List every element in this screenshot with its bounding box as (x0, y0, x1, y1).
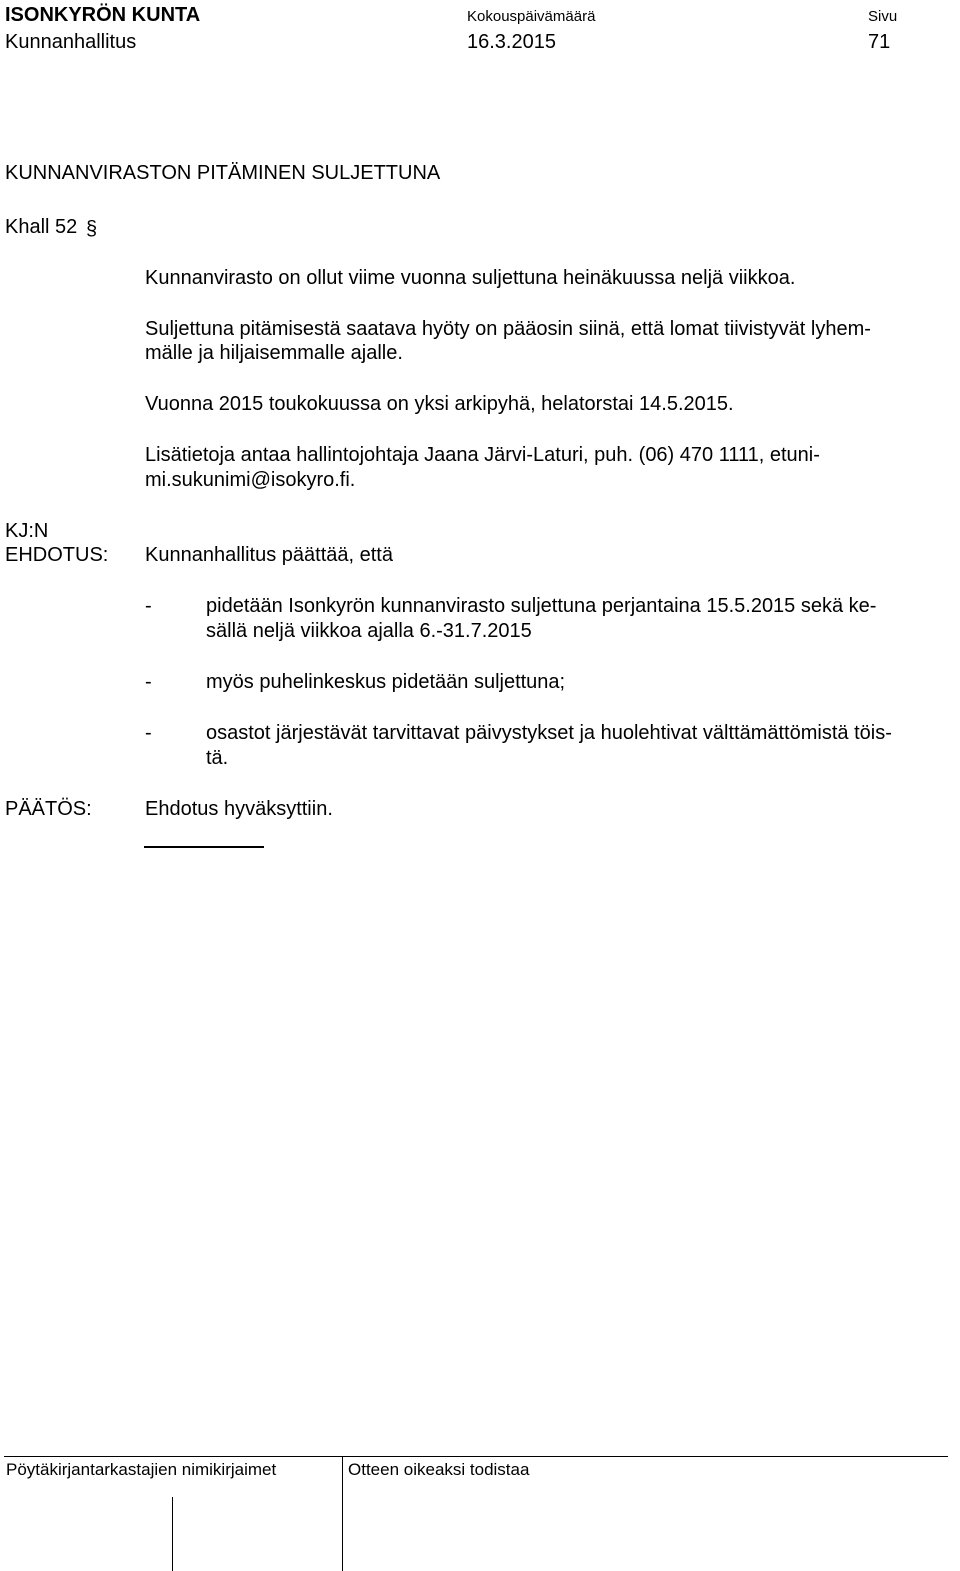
paragraph-4-line-2: mi.sukunimi@isokyro.fi. (145, 469, 356, 491)
proposal-label-line-1: KJ:N (5, 520, 49, 542)
list-item-3-line-2: tä. (206, 747, 229, 769)
page-number: 71 (868, 31, 891, 53)
footer-rule (4, 1456, 948, 1457)
paragraph-2-line-1: Suljettuna pitämisestä saatava hyöty on pääosin siinä, että lomat tiivistyvät lyhem- (145, 318, 871, 340)
decision-text: Ehdotus hyväksyttiin. (145, 798, 333, 820)
proposal-label-line-2: EHDOTUS: (5, 544, 109, 566)
section-end-rule (144, 846, 264, 848)
paragraph-4-line-1: Lisätietoja antaa hallintojohtaja Jaana Järvi-Laturi, puh. (06) 470 1111, etuni- (145, 444, 820, 466)
section-sign-icon: § (86, 218, 98, 240)
committee-name: Kunnanhallitus (5, 31, 137, 53)
paragraph-3: Vuonna 2015 toukokuussa on yksi arkipyhä, helatorstai 14.5.2015. (145, 393, 734, 415)
decision-label: PÄÄTÖS: (5, 798, 92, 820)
list-item-3-line-1: osastot järjestävät tarvittavat päivystykset ja huolehtivat välttämättömistä töis- (206, 722, 892, 744)
list-item-1-line-2: sällä neljä viikkoa ajalla 6.-31.7.2015 (206, 620, 532, 642)
page-label: Sivu (868, 8, 898, 25)
list-item-dash: - (145, 595, 152, 617)
footer-divider-2 (342, 1456, 343, 1571)
list-item-dash: - (145, 671, 152, 693)
paragraph-1: Kunnanvirasto on ollut viime vuonna suljettuna heinäkuussa neljä viikkoa. (145, 267, 796, 289)
extract-certification-label: Otteen oikeaksi todistaa (348, 1460, 530, 1479)
meeting-date: 16.3.2015 (467, 31, 556, 53)
meeting-date-label: Kokouspäivämäärä (467, 8, 596, 25)
document-title: KUNNANVIRASTON PITÄMINEN SULJETTUNA (5, 162, 441, 184)
organization-name: ISONKYRÖN KUNTA (5, 4, 201, 26)
footer-divider-1 (172, 1497, 173, 1571)
list-item-dash: - (145, 722, 152, 744)
signatures-label: Pöytäkirjantarkastajien nimikirjaimet (6, 1460, 277, 1479)
proposal-intro: Kunnanhallitus päättää, että (145, 544, 393, 566)
list-item-2-line-1: myös puhelinkeskus pidetään suljettuna; (206, 671, 566, 693)
paragraph-2-line-2: mälle ja hiljaisemmalle ajalle. (145, 342, 403, 364)
section-id: Khall 52 (5, 216, 78, 238)
list-item-1-line-1: pidetään Isonkyrön kunnanvirasto suljettuna perjantaina 15.5.2015 sekä ke- (206, 595, 877, 617)
